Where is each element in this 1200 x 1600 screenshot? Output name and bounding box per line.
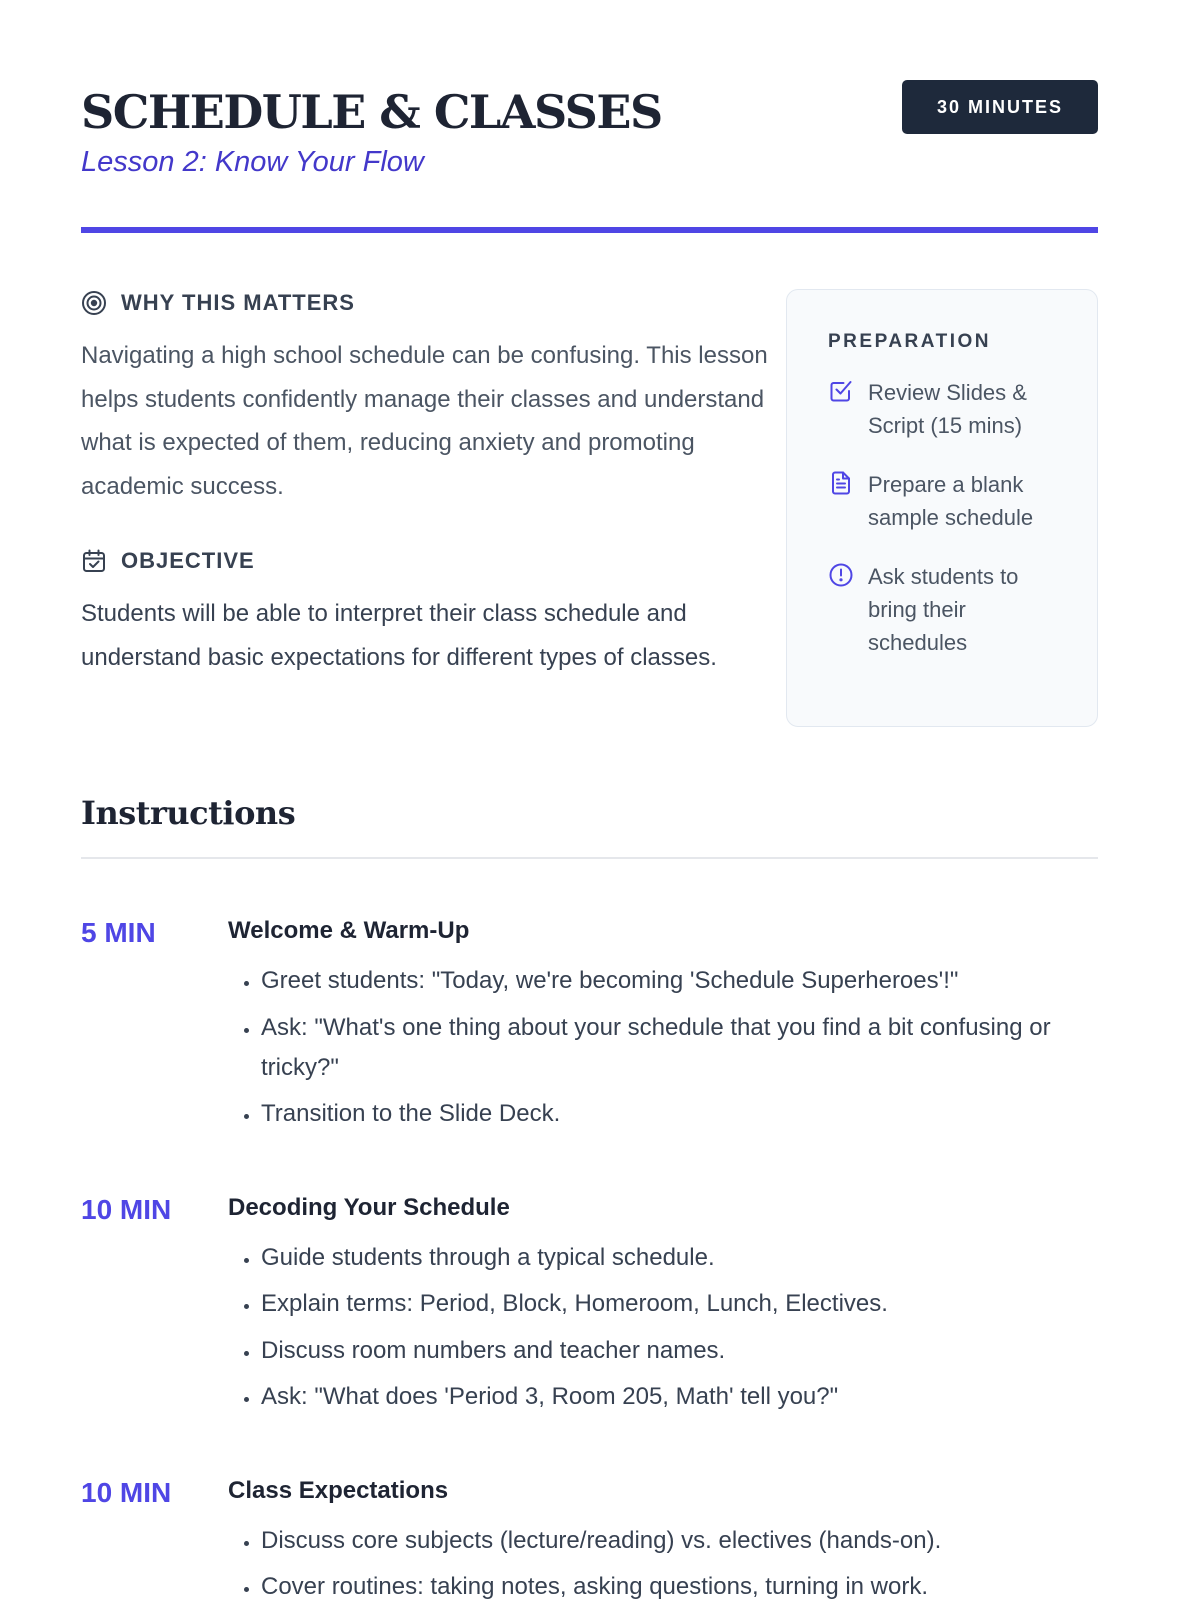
step-time: 10 MIN: [81, 1193, 172, 1225]
objective-text: Students will be able to interpret their class schedule and understand basic expectations for different types of classes.: [81, 600, 717, 671]
preparation-list: [828, 376, 1067, 659]
why-heading-label: WHY THIS MATTERS: [121, 290, 355, 315]
lesson-title: SCHEDULE & CLASSES: [81, 85, 662, 139]
step-bullet: • Discuss core subjects (lecture/reading) vs. electives (hands-on).: [261, 1521, 1098, 1561]
step-bullet: • Ask: "What does 'Period 3, Room 205, Math' tell you?": [261, 1377, 1098, 1417]
step-title: Welcome & Warm-Up: [228, 917, 470, 944]
calendar-check-icon: [81, 548, 107, 574]
step-bullet: • Greet students: "Today, we're becoming 'Schedule Superheroes'!": [261, 961, 1098, 1001]
why-text: Navigating a high school schedule can be confusing. This lesson helps students confidently manage their classes and understand what is expected of them, reducing anxiety and promoting academic success.: [81, 342, 768, 500]
step-body: [228, 1475, 1098, 1600]
document-icon: [828, 470, 854, 496]
step-bullet: • Explain terms: Period, Block, Homeroom, Lunch, Electives.: [261, 1284, 1098, 1324]
step-title: Decoding Your Schedule: [228, 1193, 510, 1221]
preparation-card: [786, 289, 1098, 727]
step-bullets: [228, 1238, 1098, 1418]
step-title: Class Expectations: [228, 1476, 449, 1504]
duration-badge: 30 MINUTES: [902, 80, 1098, 134]
checkbox-icon: [828, 378, 854, 404]
preparation-item-text: Prepare a blank sample schedule: [868, 472, 1034, 530]
preparation-item: [828, 560, 1067, 659]
step-bullet: • Cover routines: taking notes, asking questions, turning in work.: [261, 1567, 1098, 1600]
overview-column: [81, 288, 771, 679]
instructions-title: Instructions: [81, 793, 1098, 859]
why-heading: [81, 288, 771, 318]
step-bullets: [228, 1521, 1098, 1600]
preparation-item: [828, 376, 1067, 442]
alert-circle-icon: [828, 562, 854, 588]
objective-heading-label: OBJECTIVE: [121, 548, 255, 573]
instruction-step: [81, 1192, 1098, 1424]
step-bullet: • Discuss room numbers and teacher names.: [261, 1331, 1098, 1371]
target-icon: [81, 290, 107, 316]
lesson-subtitle: Lesson 2: Know Your Flow: [81, 146, 424, 178]
preparation-item-text: Review Slides & Script (15 mins): [868, 380, 1027, 438]
preparation-title: PREPARATION: [828, 331, 991, 352]
instruction-step: [81, 915, 1098, 1141]
objective-heading: [81, 546, 771, 576]
preparation-item-text: Ask students to bring their schedules: [868, 564, 1019, 655]
step-time: 10 MIN: [81, 1476, 172, 1508]
step-time: 5 MIN: [81, 917, 156, 948]
step-body: [228, 1192, 1098, 1424]
step-bullet: • Transition to the Slide Deck.: [261, 1094, 1098, 1134]
step-bullet: • Guide students through a typical schedule.: [261, 1238, 1098, 1278]
instruction-step: [81, 1475, 1098, 1600]
step-bullet: • Ask: "What's one thing about your schedule that you find a bit confusing or tricky?": [261, 1008, 1098, 1088]
preparation-item: [828, 468, 1067, 534]
step-bullets: [228, 961, 1098, 1134]
step-body: [228, 915, 1098, 1141]
intro-section: [81, 233, 1098, 793]
instructions-section: [81, 793, 1098, 1600]
lesson-header: [81, 0, 1098, 233]
